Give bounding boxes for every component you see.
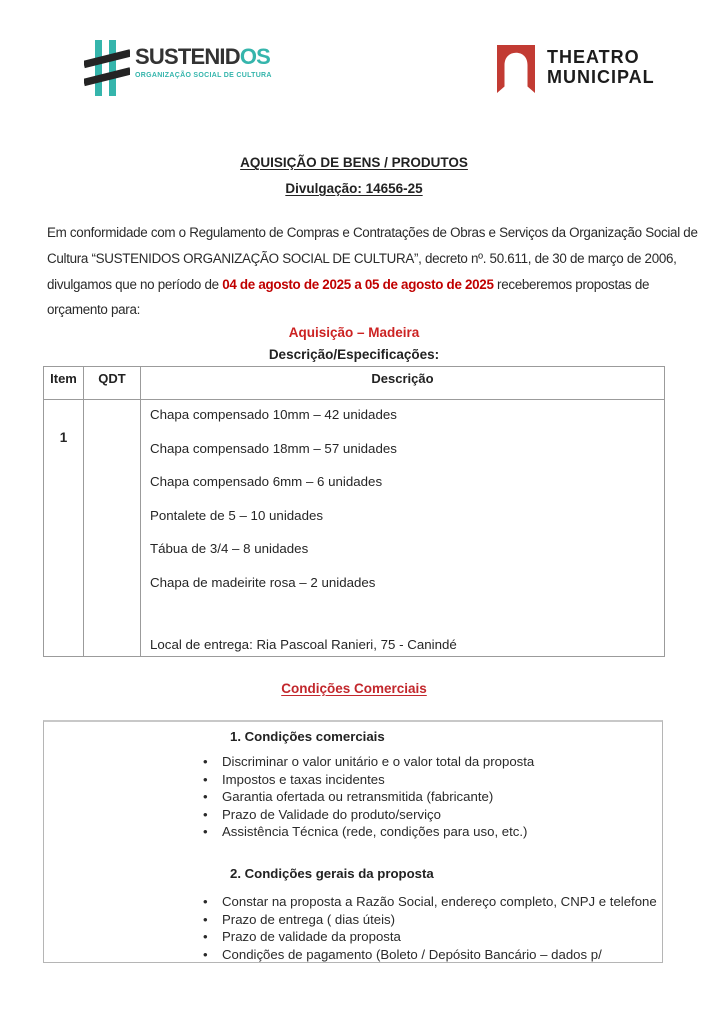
commercial-conditions-heading-text: Condições Comerciais	[281, 681, 427, 696]
col-header-qdt: QDT	[84, 367, 141, 400]
desc-line: Chapa compensado 18mm – 57 unidades	[150, 440, 397, 456]
bullet-item: • Prazo de entrega ( dias úteis)	[203, 911, 662, 929]
spec-heading: Descrição/Especificações:	[268, 347, 440, 362]
intro-line-1: Em conformidade com o Regulamento de Compras e Contratações de Obras e Serviços da Organização Social de	[47, 225, 698, 240]
theatro-wordmark-line2: MUNICIPAL	[547, 67, 655, 87]
col-header-desc: Descrição	[141, 367, 665, 400]
theatro-wordmark-line1: THEATRO	[547, 47, 640, 67]
section-2-bullets	[44, 893, 662, 963]
desc-line: Chapa de madeirite rosa – 2 unidades	[150, 574, 376, 590]
intro-line-2: Cultura “SUSTENIDOS ORGANIZAÇÃO SOCIAL DE CULTURA”, decreto nº. 50.611, de 30 de março de 2006,	[47, 250, 677, 266]
table-row	[44, 400, 665, 657]
desc-line: Chapa compensado 10mm – 42 unidades	[150, 407, 397, 422]
bid-period-dates: 04 de agosto de 2025 a 05 de agosto de 2025	[222, 276, 494, 292]
cell-description	[141, 400, 665, 657]
sustenidos-wordmark-dark: SUSTENID	[135, 44, 240, 69]
section-2-title: 2. Condições gerais da proposta	[230, 865, 434, 881]
cell-qdt	[84, 400, 141, 657]
bullet-item: • Condições de pagamento (Boleto / Depósito Bancário – dados p/	[203, 946, 662, 963]
delivery-location: Local de entrega: Ria Pascoal Ranieri, 75 - Canindé	[150, 637, 457, 652]
items-table	[43, 366, 665, 657]
sustenidos-wordmark-accent: OS	[239, 44, 271, 69]
sustenidos-logo	[84, 36, 272, 98]
col-header-item: Item	[44, 367, 84, 400]
cell-item-number: 1	[44, 400, 84, 657]
bullet-item: • Assistência Técnica (rede, condições para uso, etc.)	[203, 823, 662, 841]
bullet-item: • Constar na proposta a Razão Social, endereço completo, CNPJ e telefone	[203, 893, 662, 911]
intro-line-4: orçamento para:	[47, 302, 141, 318]
document-title: AQUISIÇÃO DE BENS / PRODUTOS	[240, 155, 468, 170]
bullet-item: • Impostos e taxas incidentes	[203, 771, 662, 789]
sustenidos-hash-icon	[84, 38, 130, 98]
intro-paragraph	[47, 220, 698, 323]
commercial-conditions-heading	[43, 678, 665, 700]
bullet-item: • Prazo de validade da proposta	[203, 928, 662, 946]
theatro-arch-icon	[497, 45, 535, 95]
section-1-bullets	[44, 753, 662, 841]
intro-line-3	[47, 272, 679, 298]
sustenidos-logo-text	[135, 46, 272, 98]
desc-line: Pontalete de 5 – 10 unidades	[150, 507, 324, 523]
theatro-wordmark	[547, 47, 655, 95]
desc-line: Chapa compensado 6mm – 6 unidades	[150, 474, 383, 489]
acquisition-heading: Aquisição – Madeira	[288, 325, 420, 340]
sustenidos-wordmark	[135, 46, 272, 68]
table-header-row	[44, 367, 665, 400]
bullet-item: • Prazo de Validade do produto/serviço	[203, 806, 662, 824]
bullet-item: • Garantia ofertada ou retransmitida (fabricante)	[203, 788, 662, 806]
intro-line-3-pre: divulgamos que no período de	[47, 276, 223, 292]
document-title-block	[43, 150, 665, 202]
sustenidos-tagline: ORGANIZAÇÃO SOCIAL DE CULTURA	[135, 72, 272, 79]
desc-line: Tábua de 3/4 – 8 unidades	[150, 541, 309, 556]
bullet-item: • Discriminar o valor unitário e o valor total da proposta	[203, 753, 662, 771]
conditions-box	[43, 720, 663, 963]
section-1-title: 1. Condições comerciais	[230, 729, 385, 744]
theatro-municipal-logo	[497, 45, 655, 95]
document-subtitle: Divulgação: 14656-25	[285, 181, 423, 196]
intro-line-3-post: receberemos propostas de	[493, 276, 650, 292]
